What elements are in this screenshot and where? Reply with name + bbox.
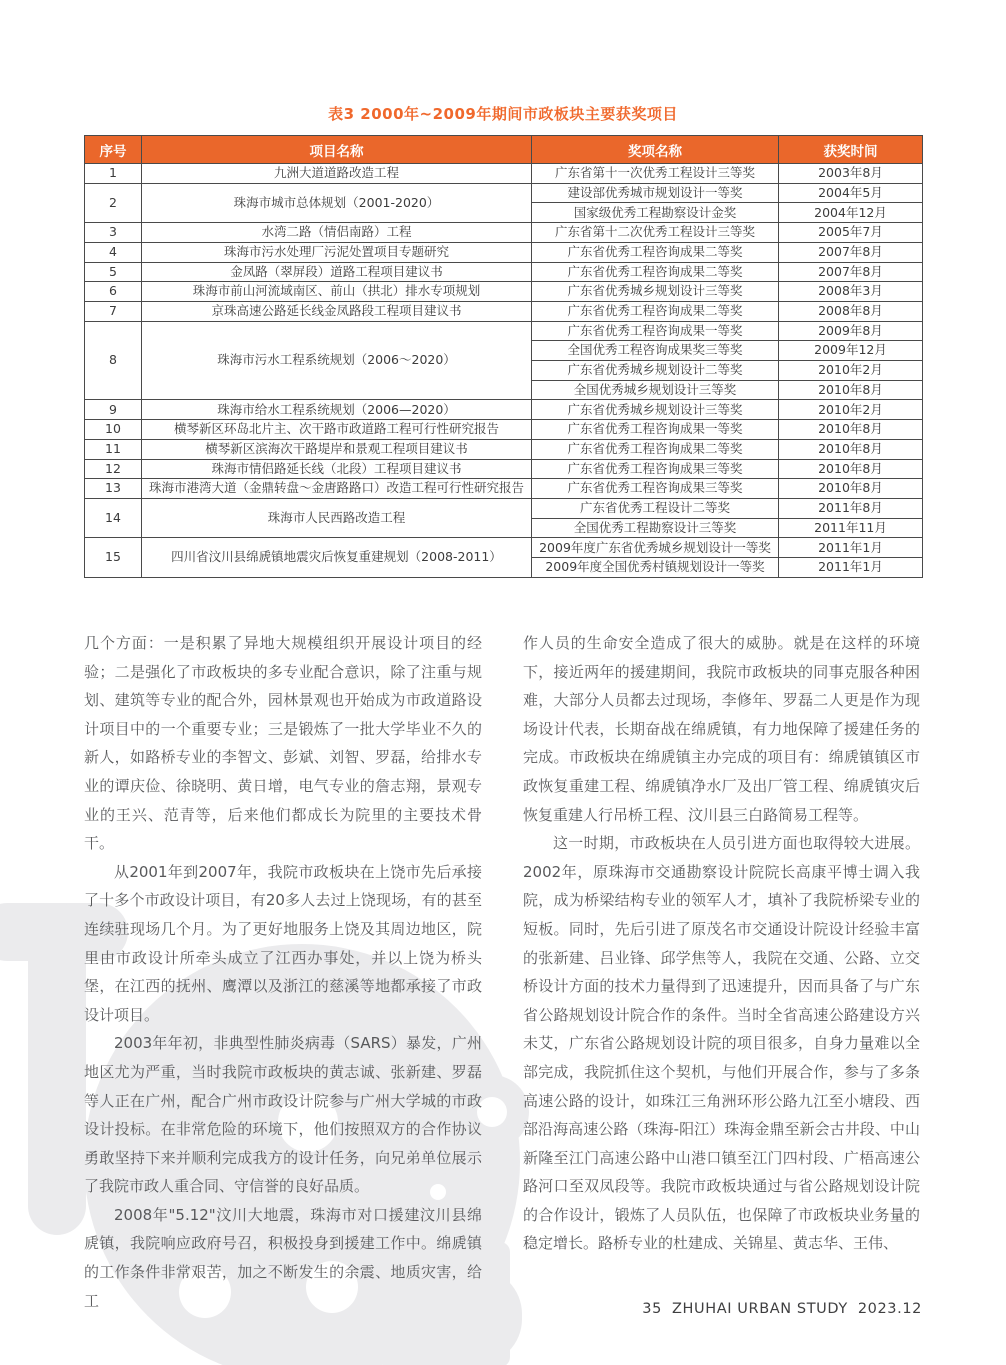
table-row [85, 242, 923, 262]
award-name-cell: 广东省第十一次优秀工程设计三等奖 [532, 164, 779, 184]
award-date-cell: 2011年1月 [779, 558, 923, 578]
award-name-cell: 广东省优秀工程咨询成果二等奖 [532, 439, 779, 459]
serial-cell: 11 [85, 439, 142, 459]
project-name-cell: 横琴新区环岛北片主、次干路市政道路工程可行性研究报告 [142, 420, 532, 440]
award-date-cell: 2009年12月 [779, 341, 923, 361]
award-name-cell: 国家级优秀工程勘察设计金奖 [532, 203, 779, 223]
body-paragraph: 从2001年到2007年，我院市政板块在上饶市先后承接了十多个市政设计项目，有20多人去过上饶现场，有的甚至连续驻现场几个月。为了更好地服务上饶及其周边地区，院里由市政设计所牵头成立了江西办事处，并以上饶为桥头堡，在江西的抚州、鹰潭以及浙江的慈溪等地都承接了市政设计项目。 [84, 862, 482, 1024]
award-name-cell: 广东省优秀工程咨询成果二等奖 [532, 242, 779, 262]
award-date-cell: 2010年2月 [779, 400, 923, 420]
project-name-cell: 珠海市污水工程系统规划（2006～2020） [142, 321, 532, 400]
project-name-cell: 金凤路（翠屏段）道路工程项目建议书 [142, 262, 532, 282]
page-footer [642, 1301, 922, 1317]
table-row [85, 301, 923, 321]
body-paragraph: 2008年"5.12"汶川大地震，珠海市对口援建汶川县绵虒镇，我院响应政府号召，积极投身到援建工作中。绵虒镇的工作条件非常艰苦，加之不断发生的余震、地质灾害，给工 [84, 1205, 482, 1310]
award-date-cell: 2010年2月 [779, 361, 923, 381]
award-date-cell: 2008年8月 [779, 301, 923, 321]
awards-table-header [85, 136, 923, 164]
award-name-cell: 全国优秀工程勘察设计三等奖 [532, 518, 779, 538]
award-date-cell: 2007年8月 [779, 262, 923, 282]
table-row [85, 164, 923, 184]
project-name-cell: 珠海市前山河流域南区、前山（拱北）排水专项规划 [142, 282, 532, 302]
award-date-cell: 2010年8月 [779, 380, 923, 400]
award-name-cell: 广东省优秀城乡规划设计三等奖 [532, 282, 779, 302]
award-date-cell: 2007年8月 [779, 242, 923, 262]
project-name-cell: 横琴新区滨海次干路堤岸和景观工程项目建议书 [142, 439, 532, 459]
project-name-cell: 水湾二路（情侣南路）工程 [142, 223, 532, 243]
award-date-cell: 2009年8月 [779, 321, 923, 341]
serial-cell: 3 [85, 223, 142, 243]
award-name-cell: 广东省优秀工程咨询成果一等奖 [532, 321, 779, 341]
table-row [85, 538, 923, 558]
award-name-cell: 广东省第十二次优秀工程设计三等奖 [532, 223, 779, 243]
project-name-cell: 九洲大道道路改造工程 [142, 164, 532, 184]
award-name-cell: 全国优秀城乡规划设计三等奖 [532, 380, 779, 400]
award-date-cell: 2010年8月 [779, 459, 923, 479]
awards-table [84, 135, 923, 578]
award-date-cell: 2004年5月 [779, 183, 923, 203]
table-row [85, 321, 923, 341]
article-right-column [523, 629, 920, 1258]
project-name-cell: 珠海市给水工程系统规划（2006—2020） [142, 400, 532, 420]
project-name-cell: 珠海市城市总体规划（2001-2020） [142, 183, 532, 222]
award-name-cell: 建设部优秀城市规划设计一等奖 [532, 183, 779, 203]
award-date-cell: 2005年7月 [779, 223, 923, 243]
award-name-cell: 广东省优秀工程设计二等奖 [532, 498, 779, 518]
award-date-cell: 2010年8月 [779, 439, 923, 459]
project-name-cell: 珠海市人民西路改造工程 [142, 498, 532, 537]
article-left-column [84, 629, 482, 1315]
award-date-cell: 2011年8月 [779, 498, 923, 518]
serial-cell: 2 [85, 183, 142, 222]
award-date-cell: 2010年8月 [779, 420, 923, 440]
award-name-cell: 广东省优秀城乡规划设计二等奖 [532, 361, 779, 381]
journal-name: ZHUHAI URBAN STUDY [671, 1301, 848, 1317]
serial-cell: 14 [85, 498, 142, 537]
column-header-3: 获奖时间 [779, 136, 923, 164]
award-date-cell: 2011年11月 [779, 518, 923, 538]
award-name-cell: 广东省优秀工程咨询成果三等奖 [532, 459, 779, 479]
table-row [85, 439, 923, 459]
body-paragraph: 作人员的生命安全造成了很大的威胁。就是在这样的环境下，接近两年的援建期间，我院市政板块的同事克服各种困难，大部分人员都去过现场，李修年、罗磊二人更是作为现场设计代表，长期奋战在绵虒镇，有力地保障了援建任务的完成。市政板块在绵虒镇主办完成的项目有：绵虒镇镇区市政恢复重建工程、绵虒镇净水厂及出厂管工程、绵虒镇灾后恢复重建人行吊桥工程、汶川县三白路简易工程等。 [523, 634, 920, 824]
project-name-cell: 珠海市情侣路延长线（北段）工程项目建议书 [142, 459, 532, 479]
header-row [85, 136, 923, 164]
serial-cell: 13 [85, 479, 142, 499]
serial-cell: 15 [85, 538, 142, 578]
award-name-cell: 广东省优秀工程咨询成果一等奖 [532, 420, 779, 440]
serial-cell: 12 [85, 459, 142, 479]
body-paragraph: 2003年年初，非典型性肺炎病毒（SARS）暴发，广州地区尤为严重，当时我院市政板块的黄志诚、张新建、罗磊等人正在广州，配合广州市政设计院参与广州大学城的市政设计投标。在非常危险的环境下，他们按照双方的合作协议勇敢坚持下来并顺利完成我方的设计任务，向兄弟单位展示了我院市政人重合同、守信誉的良好品质。 [84, 1034, 482, 1196]
table-row [85, 498, 923, 518]
body-paragraph: 几个方面：一是积累了异地大规模组织开展设计项目的经验；二是强化了市政板块的多专业配合意识，除了注重与规划、建筑等专业的配合外，园林景观也开始成为市政道路设计项目中的一个重要专业；三是锻炼了一批大学毕业不久的新人，如路桥专业的李智文、彭斌、刘智、罗磊，给排水专业的谭庆俭、徐晓明、黄日增，电气专业的詹志翔，景观专业的王兴、范青等，后来他们都成长为院里的主要技术骨干。 [84, 634, 482, 853]
project-name-cell: 珠海市港湾大道（金鼎转盘～金唐路路口）改造工程可行性研究报告 [142, 479, 532, 499]
table-row [85, 223, 923, 243]
serial-cell: 1 [85, 164, 142, 184]
table-row [85, 400, 923, 420]
award-name-cell: 广东省优秀工程咨询成果二等奖 [532, 301, 779, 321]
award-name-cell: 2009年度广东省优秀城乡规划设计一等奖 [532, 538, 779, 558]
serial-cell: 6 [85, 282, 142, 302]
serial-cell: 10 [85, 420, 142, 440]
table-row [85, 459, 923, 479]
table-row [85, 479, 923, 499]
serial-cell: 7 [85, 301, 142, 321]
table-title: 表3 2000年~2009年期间市政板块主要获奖项目 [328, 105, 678, 123]
table-row [85, 420, 923, 440]
serial-cell: 8 [85, 321, 142, 400]
award-name-cell: 全国优秀工程咨询成果奖三等奖 [532, 341, 779, 361]
project-name-cell: 珠海市污水处理厂污泥处置项目专题研究 [142, 242, 532, 262]
page-number: 35 [642, 1301, 662, 1317]
award-name-cell: 广东省优秀工程咨询成果三等奖 [532, 479, 779, 499]
column-header-1: 项目名称 [142, 136, 532, 164]
body-paragraph: 这一时期，市政板块在人员引进方面也取得较大进展。2002年，原珠海市交通勘察设计院院长高康平博士调入我院，成为桥梁结构专业的领军人才，填补了我院桥梁专业的短板。同时，先后引进了原茂名市交通设计院设计经验丰富的张新建、吕业锋、邱学焦等人，我院在交通、公路、立交桥设计方面的技术力量得到了迅速提升，因而具备了与广东省公路规划设计院合作的条件。当时全省高速公路建设方兴未艾，广东省公路规划设计院的项目很多，自身力量难以全部完成，我院抓住这个契机，与他们开展合作，参与了多条高速公路的设计，如珠江三角洲环形公路九江至小塘段、西部沿海高速公路（珠海-阳江）珠海金鼎至新会古井段、中山新隆至江门高速公路中山港口镇至江门四村段、广梧高速公路河口至双凤段等。我院市政板块通过与省公路规划设计院的合作设计，锻炼了人员队伍，也保障了市政板块业务量的稳定增长。路桥专业的杜建成、关锦星、黄志华、王伟、 [523, 834, 920, 1253]
column-header-0: 序号 [85, 136, 142, 164]
awards-table-body [85, 164, 923, 578]
project-name-cell: 四川省汶川县绵虒镇地震灾后恢复重建规划（2008-2011） [142, 538, 532, 578]
table-row [85, 262, 923, 282]
table-row [85, 282, 923, 302]
serial-cell: 9 [85, 400, 142, 420]
award-name-cell: 2009年度全国优秀村镇规划设计一等奖 [532, 558, 779, 578]
award-date-cell: 2004年12月 [779, 203, 923, 223]
issue-number: 2023.12 [857, 1301, 922, 1317]
award-name-cell: 广东省优秀工程咨询成果二等奖 [532, 262, 779, 282]
award-date-cell: 2008年3月 [779, 282, 923, 302]
column-header-2: 奖项名称 [532, 136, 779, 164]
award-date-cell: 2010年8月 [779, 479, 923, 499]
serial-cell: 5 [85, 262, 142, 282]
award-date-cell: 2003年8月 [779, 164, 923, 184]
award-date-cell: 2011年1月 [779, 538, 923, 558]
serial-cell: 4 [85, 242, 142, 262]
award-name-cell: 广东省优秀城乡规划设计三等奖 [532, 400, 779, 420]
project-name-cell: 京珠高速公路延长线金凤路段工程项目建议书 [142, 301, 532, 321]
table-row [85, 183, 923, 203]
